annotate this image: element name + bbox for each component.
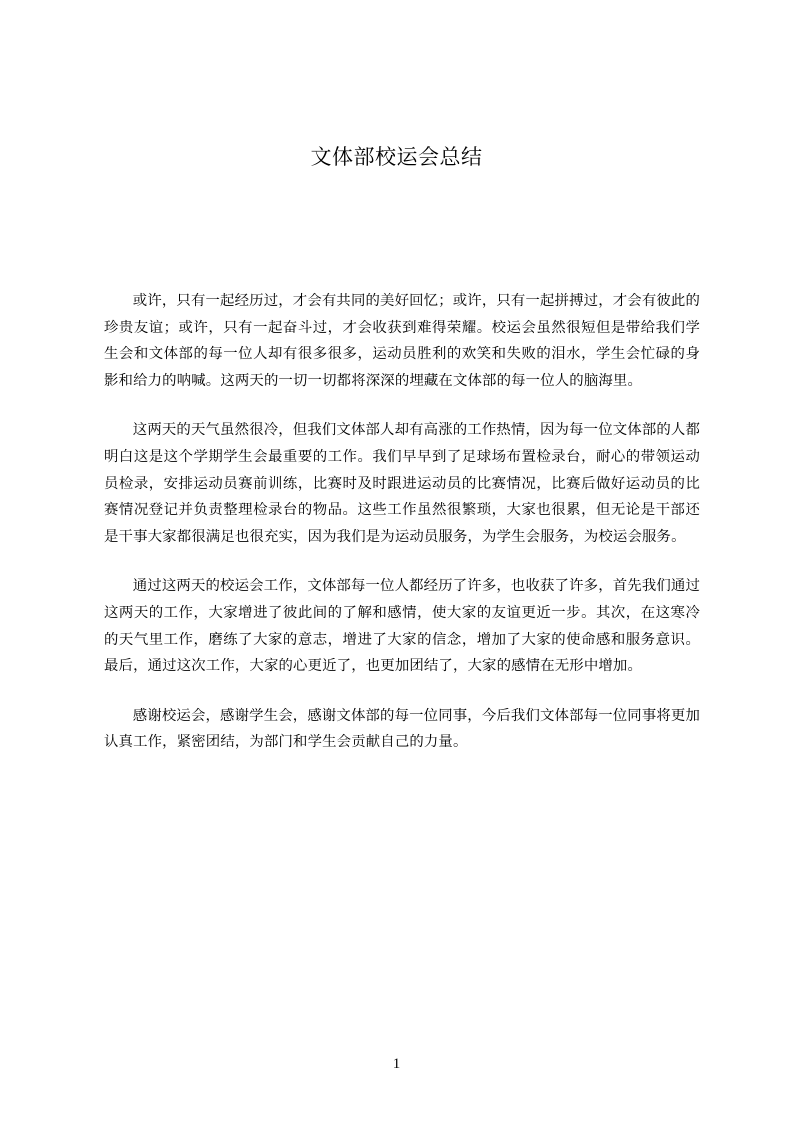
paragraph-3: 通过这两天的校运会工作，文体部每一位人都经历了许多，也收获了许多，首先我们通过这两天的工作，大家增进了彼此间的了解和感情，使大家的友谊更近一步。其次，在这寒冷的天气里工作，磨练了大家的意志，增进了大家的信念，增加了大家的使命感和服务意识。最后，通过这次工作，大家的心更近了，也更加团结了，大家的感情在无形中增加。 xyxy=(104,578,700,675)
paragraph-2: 这两天的天气虽然很冷，但我们文体部人却有高涨的工作热情，因为每一位文体部的人都明白这是这个学期学生会最重要的工作。我们早早到了足球场布置检录台，耐心的带领运动员检录，安排运动员赛前训练，比赛时及时跟进运动员的比赛情况，比赛后做好运动员的比赛情况登记并负责整理检录台的物品。这些工作虽然很繁琐，大家也很累，但无论是干部还是干事大家都很满足也很充实，因为我们是为运动员服务，为学生会服务，为校运会服务。 xyxy=(104,422,700,545)
document-body xyxy=(104,288,700,779)
paragraph-1: 或许，只有一起经历过，才会有共同的美好回忆；或许，只有一起拼搏过，才会有彼此的珍贵友谊；或许，只有一起奋斗过，才会收获到难得荣耀。校运会虽然很短但是带给我们学生会和文体部的每一位人却有很多很多，运动员胜利的欢笑和失败的泪水，学生会忙碌的身影和给力的呐喊。这两天的一切一切都将深深的埋藏在文体部的每一位人的脑海里。 xyxy=(104,293,700,389)
page-number: 1 xyxy=(392,1056,401,1072)
paragraph-4: 感谢校运会，感谢学生会，感谢文体部的每一位同事，今后我们文体部每一位同事将更加认真工作，紧密团结，为部门和学生会贡献自己的力量。 xyxy=(104,707,700,751)
document-title: 文体部校运会总结 xyxy=(310,145,483,169)
